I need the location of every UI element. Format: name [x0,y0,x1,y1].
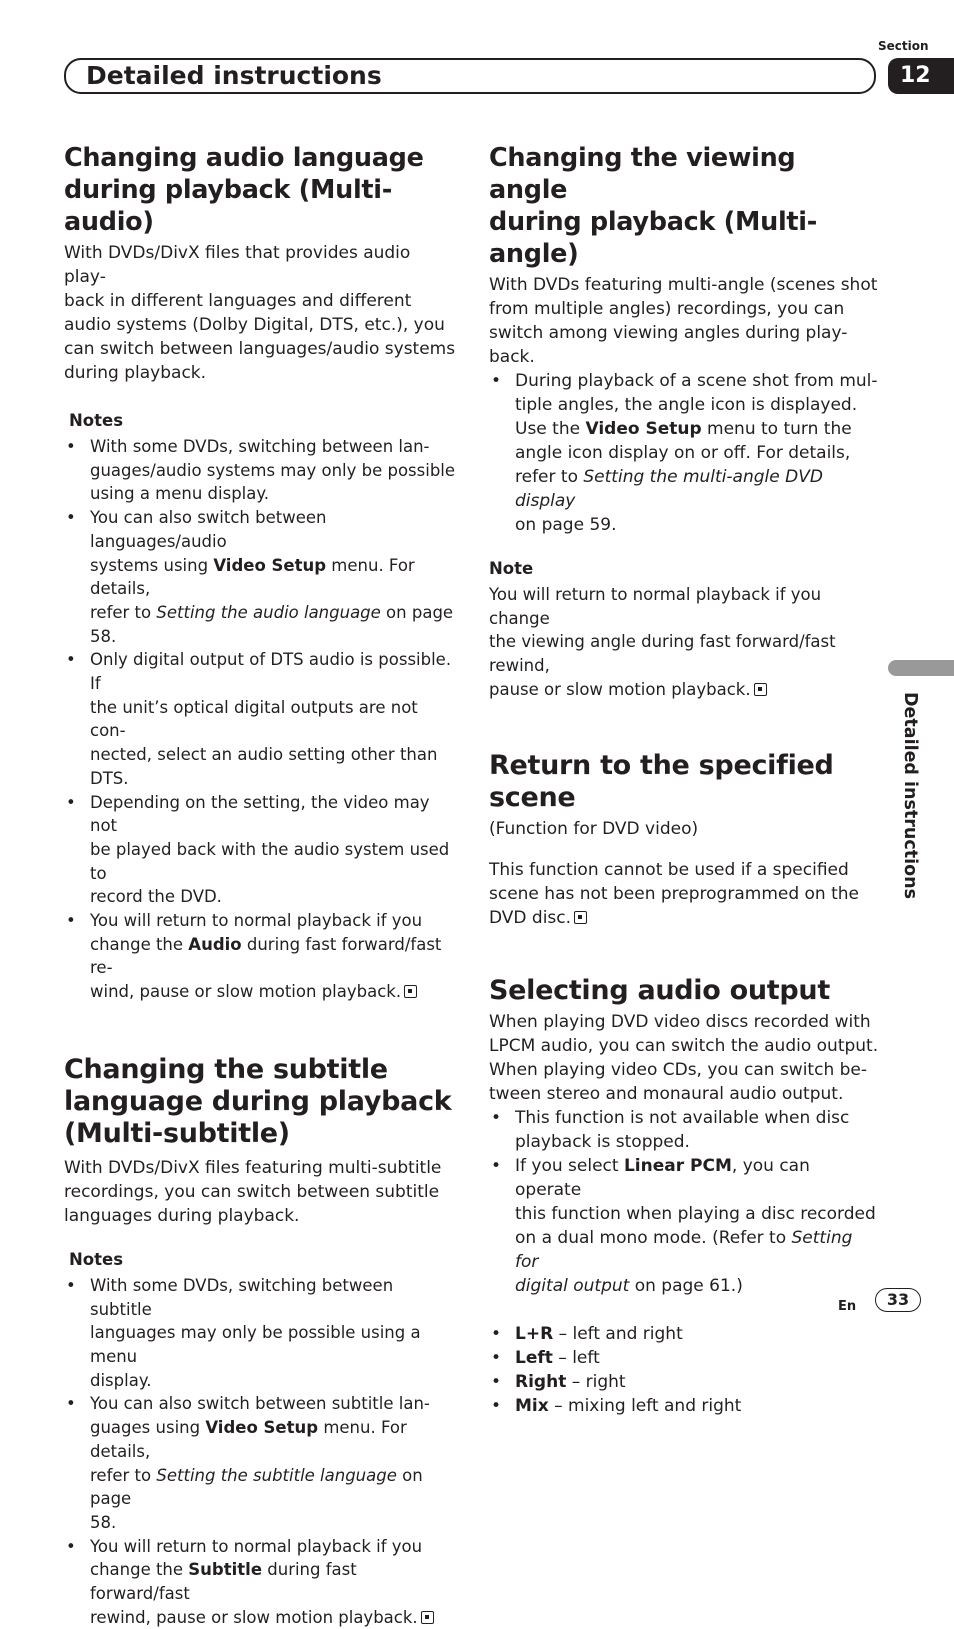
end-mark-icon [574,911,587,924]
multi-subtitle-notes [64,1274,456,1629]
multi-subtitle-intro: With DVDs/DivX files featuring multi-subtitle recordings, you can switch between subtitle languages during playback. [64,1157,442,1226]
multi-angle-note: You will return to normal playback if you change the viewing angle during fast forward/fast rewind, pause or slow motion playback. [489,585,836,699]
side-tab-label: Detailed instructions [900,692,920,900]
list-item: • If you select Linear PCM, you can operate this function when playing a disc recorded on a dual mono mode. (Refer to Setting for digital output on page 61.) [489,1154,881,1298]
audio-output-section [489,975,881,1418]
list-item: • Depending on the setting, the video may not be played back with the audio system used to record the DVD. [64,791,456,910]
specified-scene-function: (Function for DVD video) [489,818,699,839]
list-item: • With some DVDs, switching between subtitle languages may only be possible using a menu display. [64,1274,456,1393]
multi-angle-intro: With DVDs featuring multi-angle (scenes shot from multiple angles) recordings, you can switch among viewing angles during play- back. [489,275,878,367]
audio-output-bullets [489,1106,881,1298]
left-column [64,142,456,1629]
end-mark-icon [754,683,767,696]
section-label: Section [878,39,929,53]
page-number: 33 [875,1288,921,1312]
multi-angle-section [489,142,881,702]
multi-angle-heading: Changing the viewing angle during playback (Multi-angle) [489,143,817,269]
list-item: • With some DVDs, switching between lan- guages/audio systems may only be possible using a menu display. [64,435,456,506]
header-title: Detailed instructions [86,61,382,90]
list-item: • During playback of a scene shot from mul- tiple angles, the angle icon is displayed. Use the Video Setup menu to turn the angle icon display on or off. For details, refer to Setting the multi-angle DVD display on page 59. [489,369,881,537]
multi-subtitle-heading: Changing the subtitle language during playback (Multi-subtitle) [64,1053,452,1149]
list-item: • You can also switch between subtitle lan- guages using Video Setup menu. For details, refer to Setting the subtitle language on page 58. [64,1392,456,1534]
multi-audio-intro: With DVDs/DivX files that provides audio play- back in different languages and different audio systems (Dolby Digital, DTS, etc.), you can switch between languages/audio systems during playback. [64,243,456,383]
specified-scene-section [489,750,881,930]
option-mix: • Mix – mixing left and right [489,1394,881,1418]
notes-heading: Notes [69,1249,124,1269]
note-heading: Note [489,559,534,578]
side-tab-marker [888,660,954,676]
language-label: En [838,1299,857,1314]
notes-heading: Notes [69,411,124,430]
audio-output-heading: Selecting audio output [489,974,830,1006]
audio-output-options [489,1322,881,1418]
list-item: • You will return to normal playback if you change the Subtitle during fast forward/fast rewind, pause or slow motion playback. [64,1535,456,1629]
list-item: • Only digital output of DTS audio is possible. If the unit’s optical digital outputs are not con- nected, select an audio setting other than DTS. [64,648,456,790]
specified-scene-heading: Return to the specified scene [489,749,834,813]
list-item: • You can also switch between languages/audio systems using Video Setup menu. For details, refer to Setting the audio language on page 58. [64,506,456,648]
list-item: • You will return to normal playback if you change the Audio during fast forward/fast re- wind, pause or slow motion playback. [64,909,456,1004]
audio-output-intro: When playing DVD video discs recorded with LPCM audio, you can switch the audio output. When playing video CDs, you can switch be- tween stereo and monaural audio output. [489,1011,879,1104]
multi-audio-section [64,142,456,1004]
header-bar [64,58,876,94]
list-item: • This function is not available when disc playback is stopped. [489,1106,881,1154]
option-right: • Right – right [489,1370,881,1394]
multi-audio-notes [64,435,456,1004]
option-left: • Left – left [489,1346,881,1370]
right-column [489,142,881,1418]
end-mark-icon [404,985,417,998]
multi-angle-bullets [489,369,881,537]
multi-subtitle-section [64,1054,456,1629]
option-lr: • L+R – left and right [489,1322,881,1346]
section-number: 12 [888,58,954,94]
specified-scene-body: This function cannot be used if a specified scene has not been preprogrammed on the DVD disc. [489,859,860,928]
end-mark-icon [421,1611,434,1624]
multi-audio-heading: Changing audio language during playback (Multi-audio) [64,143,424,237]
